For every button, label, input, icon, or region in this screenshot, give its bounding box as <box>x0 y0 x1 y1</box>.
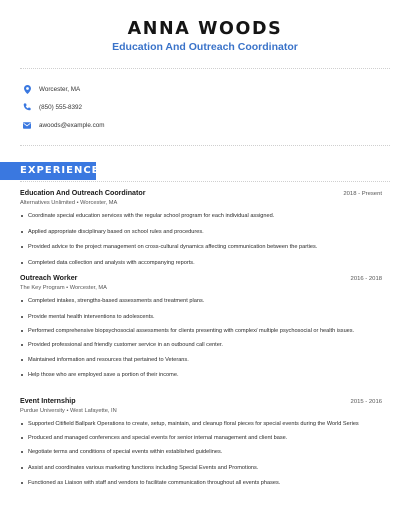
job-bullet: Provided advice to the project management on cross-cultural dynamics affecting communication between the parties. <box>20 243 360 251</box>
job-bullet: Maintained information and resources that pertained to Veterans. <box>20 356 360 364</box>
job-bullet: Completed data collection and analysis with accompanying reports. <box>20 259 360 267</box>
job-bullet: Assist and coordinates various marketing functions including Special Events and Promotions. <box>20 464 360 472</box>
job-title: Outreach Worker <box>20 274 78 282</box>
candidate-name: ANNA WOODS <box>127 19 283 39</box>
header-divider <box>20 68 390 69</box>
job-bullets <box>20 297 360 379</box>
job-bullet: Performed comprehensive biopsychosocial assessments for clients presenting with complex/ multiple psychosocial or health issues. <box>20 327 360 335</box>
contact-email <box>22 119 105 131</box>
phone-icon <box>22 102 32 112</box>
job-bullet: Supported Citifield Ballpark Operations to create, setup, maintain, and cleanup floral pieces for special events during the World Series <box>20 420 360 428</box>
job-dates: 2018 - Present <box>343 191 382 197</box>
experience-divider <box>20 181 390 182</box>
job-bullet: Help those who are employed save a portion of their income. <box>20 371 360 379</box>
job-bullet: Provided professional and friendly customer service in an outbound call center. <box>20 341 360 349</box>
job-bullet: Negotiate terms and conditions of special events within established guidelines. <box>20 448 360 456</box>
contact-divider <box>20 145 390 146</box>
envelope-icon <box>22 120 32 130</box>
contact-email-text: awoods@example.com <box>39 121 105 129</box>
job-bullet: Produced and managed conferences and special events for senior internal management and client base. <box>20 434 360 442</box>
candidate-headline: Education And Outreach Coordinator <box>112 41 298 53</box>
job-bullet: Completed intakes, strengths-based assessments and treatment plans. <box>20 297 360 305</box>
job-bullet: Functioned as Liaison with staff and vendors to facilitate communication throughout all events phases. <box>20 479 360 487</box>
job-organization: The Key Program • Worcester, MA <box>20 285 107 291</box>
job-organization: Purdue University • West Lafayette, IN <box>20 408 117 414</box>
contact-phone <box>22 101 82 113</box>
job-bullets <box>20 420 360 487</box>
job-bullet: Applied appropriate disciplinary based on school rules and procedures. <box>20 228 360 236</box>
contact-phone-text: (850) 555-8392 <box>39 103 83 111</box>
job-bullet: Coordinate special education services with the regular school program for each individual assigned. <box>20 212 360 220</box>
job-bullet: Provide mental health interventions to adolescents. <box>20 313 360 321</box>
experience-section-title: EXPERIENCE <box>20 165 100 176</box>
contact-location <box>22 83 80 95</box>
job-dates: 2016 - 2018 <box>350 276 382 282</box>
job-dates: 2015 - 2016 <box>350 399 382 405</box>
job-title: Event Internship <box>20 397 76 405</box>
location-pin-icon <box>22 84 32 94</box>
job-organization: Alternatives Unlimited • Worcester, MA <box>20 200 118 206</box>
job-title: Education And Outreach Coordinator <box>20 189 146 197</box>
contact-location-text: Worcester, MA <box>39 85 81 93</box>
job-bullets <box>20 212 360 267</box>
